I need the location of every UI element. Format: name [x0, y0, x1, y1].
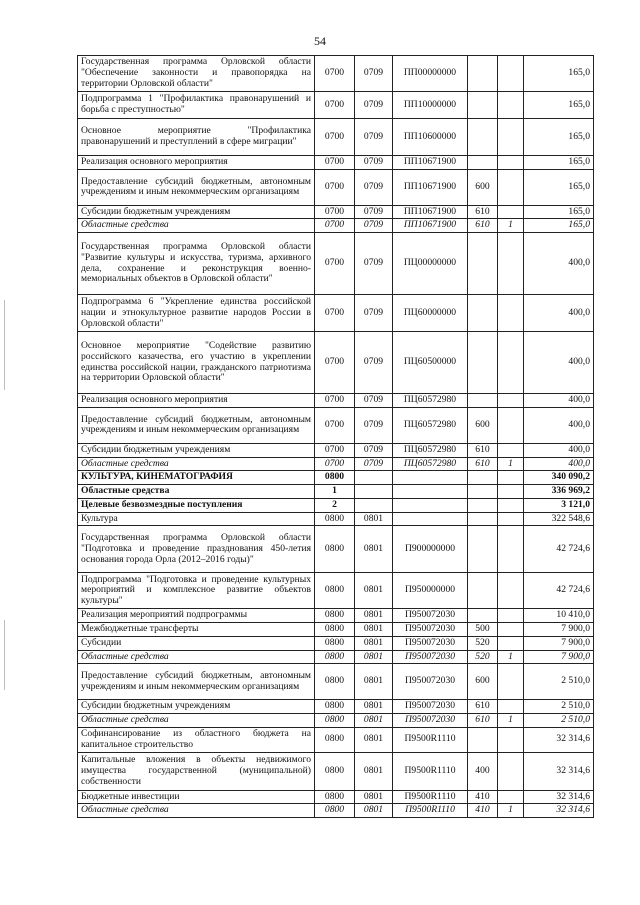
- row-expense-type: 600: [468, 407, 498, 443]
- row-section: 0800: [315, 804, 355, 818]
- row-funding-source: [498, 498, 524, 512]
- row-section: 0700: [315, 205, 355, 219]
- row-amount: 10 410,0: [524, 609, 594, 623]
- row-name: Областные средства: [78, 457, 315, 471]
- table-row: [78, 573, 594, 609]
- row-target-article: П950072030: [393, 700, 468, 714]
- table-row: [78, 498, 594, 512]
- row-subsection: 0709: [355, 92, 393, 119]
- row-funding-source: [498, 471, 524, 485]
- row-target-article: П950072030: [393, 664, 468, 700]
- row-funding-source: [498, 407, 524, 443]
- row-funding-source: 1: [498, 219, 524, 233]
- row-name: Основное мероприятие "Профилактика правонарушений и преступлений в сфере миграции": [78, 119, 315, 156]
- row-name: Капитальные вложения в объекты недвижимого имущества государственной (муниципальной) собственности: [78, 752, 315, 790]
- row-expense-type: 500: [468, 623, 498, 637]
- row-section: 0700: [315, 332, 355, 394]
- row-funding-source: [498, 485, 524, 499]
- row-amount: 165,0: [524, 205, 594, 219]
- row-subsection: 0801: [355, 623, 393, 637]
- row-target-article: ПЦ60500000: [393, 332, 468, 394]
- table-row: [78, 119, 594, 156]
- row-amount: 32 314,6: [524, 727, 594, 752]
- row-amount: 32 314,6: [524, 790, 594, 804]
- row-section: 0700: [315, 56, 355, 92]
- row-subsection: 0709: [355, 169, 393, 205]
- table-row: [78, 407, 594, 443]
- table-row: [78, 156, 594, 170]
- row-subsection: 0801: [355, 752, 393, 790]
- row-target-article: [393, 471, 468, 485]
- row-section: 0800: [315, 609, 355, 623]
- row-subsection: [355, 471, 393, 485]
- row-target-article: ПП10671900: [393, 219, 468, 233]
- row-amount: 165,0: [524, 219, 594, 233]
- row-funding-source: [498, 623, 524, 637]
- row-subsection: 0709: [355, 205, 393, 219]
- table-row: [78, 205, 594, 219]
- row-section: 0700: [315, 219, 355, 233]
- row-amount: 400,0: [524, 457, 594, 471]
- row-expense-type: 410: [468, 790, 498, 804]
- row-amount: 400,0: [524, 443, 594, 457]
- table-row: [78, 526, 594, 573]
- row-section: 0700: [315, 407, 355, 443]
- row-subsection: 0801: [355, 636, 393, 650]
- page-number: 54: [314, 34, 326, 48]
- row-target-article: П9500R1110: [393, 804, 468, 818]
- row-name: Подпрограмма "Подготовка и проведение культурных мероприятий и комплексное развитие объектов культуры": [78, 573, 315, 609]
- table-row: [78, 233, 594, 295]
- row-amount: 340 090,2: [524, 471, 594, 485]
- row-expense-type: 610: [468, 443, 498, 457]
- row-subsection: 0709: [355, 119, 393, 156]
- row-target-article: П950072030: [393, 609, 468, 623]
- table-row: [78, 471, 594, 485]
- table-row: [78, 169, 594, 205]
- row-amount: 165,0: [524, 119, 594, 156]
- table-row: [78, 92, 594, 119]
- table-row: [78, 700, 594, 714]
- row-amount: 2 510,0: [524, 664, 594, 700]
- budget-table: [77, 55, 594, 818]
- row-name: Субсидии бюджетным учреждениям: [78, 443, 315, 457]
- row-name: Государственная программа Орловской области "Подготовка и проведение празднования 450-летия основания города Орла (2012–2016 годы)": [78, 526, 315, 573]
- row-expense-type: [468, 485, 498, 499]
- row-section: 0700: [315, 394, 355, 408]
- row-expense-type: [468, 295, 498, 332]
- row-funding-source: [498, 752, 524, 790]
- row-name: Реализация основного мероприятия: [78, 156, 315, 170]
- table-row: [78, 790, 594, 804]
- row-amount: 2 510,0: [524, 700, 594, 714]
- row-target-article: П950072030: [393, 636, 468, 650]
- row-subsection: 0709: [355, 457, 393, 471]
- row-expense-type: [468, 233, 498, 295]
- row-funding-source: [498, 512, 524, 526]
- row-target-article: П950072030: [393, 650, 468, 664]
- row-expense-type: [468, 727, 498, 752]
- row-section: 1: [315, 485, 355, 499]
- row-amount: 336 969,2: [524, 485, 594, 499]
- row-funding-source: [498, 727, 524, 752]
- row-subsection: 0801: [355, 650, 393, 664]
- row-amount: 322 548,6: [524, 512, 594, 526]
- row-target-article: ПЦ60572980: [393, 443, 468, 457]
- row-funding-source: [498, 394, 524, 408]
- row-amount: 32 314,6: [524, 804, 594, 818]
- row-subsection: 0709: [355, 156, 393, 170]
- row-target-article: ПП10671900: [393, 205, 468, 219]
- row-funding-source: 1: [498, 804, 524, 818]
- row-name: Целевые безвозмездные поступления: [78, 498, 315, 512]
- row-section: 0800: [315, 471, 355, 485]
- row-amount: 2 510,0: [524, 714, 594, 728]
- row-target-article: ПЦ60572980: [393, 407, 468, 443]
- row-funding-source: [498, 790, 524, 804]
- row-section: 0800: [315, 526, 355, 573]
- row-funding-source: [498, 332, 524, 394]
- row-target-article: ПП10671900: [393, 169, 468, 205]
- row-subsection: 0801: [355, 804, 393, 818]
- row-expense-type: 600: [468, 169, 498, 205]
- row-amount: 42 724,6: [524, 526, 594, 573]
- row-target-article: [393, 498, 468, 512]
- table-row: [78, 650, 594, 664]
- row-section: 0800: [315, 664, 355, 700]
- row-section: 0800: [315, 573, 355, 609]
- row-target-article: ПЦ60000000: [393, 295, 468, 332]
- row-name: Предоставление субсидий бюджетным, автономным учреждениям и иным некоммерческим организациям: [78, 169, 315, 205]
- scan-edge-mark: [4, 300, 5, 390]
- row-section: 0700: [315, 169, 355, 205]
- row-name: Бюджетные инвестиции: [78, 790, 315, 804]
- row-target-article: [393, 485, 468, 499]
- row-subsection: 0709: [355, 219, 393, 233]
- row-expense-type: [468, 156, 498, 170]
- row-subsection: 0801: [355, 727, 393, 752]
- row-name: Основное мероприятие "Содействие развитию российского казачества, его участию в укреплении единства российской нации, гражданского патриотизма на территории Орловской области": [78, 332, 315, 394]
- row-amount: 400,0: [524, 394, 594, 408]
- row-funding-source: [498, 295, 524, 332]
- row-funding-source: 1: [498, 714, 524, 728]
- row-expense-type: [468, 92, 498, 119]
- table-row: [78, 512, 594, 526]
- row-section: 0800: [315, 752, 355, 790]
- row-name: Культура: [78, 512, 315, 526]
- row-target-article: ПЦ00000000: [393, 233, 468, 295]
- table-row: [78, 295, 594, 332]
- row-funding-source: [498, 573, 524, 609]
- row-section: 0700: [315, 295, 355, 332]
- row-expense-type: 520: [468, 650, 498, 664]
- row-expense-type: 600: [468, 664, 498, 700]
- row-expense-type: 610: [468, 700, 498, 714]
- row-target-article: [393, 512, 468, 526]
- row-subsection: [355, 498, 393, 512]
- row-subsection: 0709: [355, 56, 393, 92]
- row-funding-source: [498, 205, 524, 219]
- row-funding-source: 1: [498, 457, 524, 471]
- row-name: Предоставление субсидий бюджетным, автономным учреждениям и иным некоммерческим организациям: [78, 664, 315, 700]
- row-section: 0800: [315, 714, 355, 728]
- row-subsection: 0709: [355, 407, 393, 443]
- row-amount: 400,0: [524, 407, 594, 443]
- row-section: 0800: [315, 650, 355, 664]
- row-name: Субсидии: [78, 636, 315, 650]
- row-expense-type: [468, 512, 498, 526]
- row-subsection: 0801: [355, 609, 393, 623]
- row-target-article: ПЦ60572980: [393, 457, 468, 471]
- table-row: [78, 485, 594, 499]
- row-name: Субсидии бюджетным учреждениям: [78, 700, 315, 714]
- table-row: [78, 394, 594, 408]
- row-expense-type: [468, 526, 498, 573]
- row-subsection: 0801: [355, 700, 393, 714]
- row-section: 0700: [315, 92, 355, 119]
- row-target-article: П950072030: [393, 623, 468, 637]
- row-subsection: [355, 485, 393, 499]
- row-subsection: 0709: [355, 233, 393, 295]
- row-target-article: П950072030: [393, 714, 468, 728]
- row-name: Государственная программа Орловской области "Развитие культуры и искусства, туризма, архивного дела, сохранение и реконструкция военно-мемориальных объектов в Орловской области": [78, 233, 315, 295]
- row-section: 0800: [315, 636, 355, 650]
- row-section: 0700: [315, 443, 355, 457]
- row-funding-source: [498, 169, 524, 205]
- row-section: 0700: [315, 457, 355, 471]
- row-section: 0800: [315, 790, 355, 804]
- row-subsection: 0709: [355, 394, 393, 408]
- table-row: [78, 443, 594, 457]
- table-row: [78, 623, 594, 637]
- row-funding-source: [498, 526, 524, 573]
- row-expense-type: [468, 332, 498, 394]
- row-name: Областные средства: [78, 804, 315, 818]
- row-expense-type: 400: [468, 752, 498, 790]
- row-name: Софинансирование из областного бюджета на капитальное строительство: [78, 727, 315, 752]
- row-funding-source: [498, 56, 524, 92]
- table-row: [78, 219, 594, 233]
- table-row: [78, 727, 594, 752]
- row-name: Предоставление субсидий бюджетным, автономным учреждениям и иным некоммерческим организациям: [78, 407, 315, 443]
- row-amount: 7 900,0: [524, 623, 594, 637]
- row-name: Реализация мероприятий подпрограммы: [78, 609, 315, 623]
- row-amount: 165,0: [524, 92, 594, 119]
- row-section: 0800: [315, 512, 355, 526]
- row-amount: 32 314,6: [524, 752, 594, 790]
- row-funding-source: [498, 92, 524, 119]
- row-name: Областные средства: [78, 714, 315, 728]
- row-section: 0700: [315, 119, 355, 156]
- row-funding-source: [498, 700, 524, 714]
- row-name: Областные средства: [78, 485, 315, 499]
- row-expense-type: [468, 609, 498, 623]
- row-expense-type: 410: [468, 804, 498, 818]
- table-row: [78, 714, 594, 728]
- row-amount: 165,0: [524, 156, 594, 170]
- row-amount: 7 900,0: [524, 650, 594, 664]
- row-amount: 42 724,6: [524, 573, 594, 609]
- row-funding-source: [498, 156, 524, 170]
- row-target-article: П950000000: [393, 573, 468, 609]
- row-subsection: 0801: [355, 664, 393, 700]
- row-funding-source: 1: [498, 650, 524, 664]
- row-funding-source: [498, 609, 524, 623]
- table-row: [78, 609, 594, 623]
- row-funding-source: [498, 636, 524, 650]
- row-section: 2: [315, 498, 355, 512]
- row-name: Межбюджетные трансферты: [78, 623, 315, 637]
- row-expense-type: 610: [468, 205, 498, 219]
- row-target-article: ПП00000000: [393, 56, 468, 92]
- row-amount: 400,0: [524, 233, 594, 295]
- row-name: Субсидии бюджетным учреждениям: [78, 205, 315, 219]
- row-amount: 165,0: [524, 169, 594, 205]
- row-name: Подпрограмма 6 "Укрепление единства российской нации и этнокультурное развитие народов России в Орловской области": [78, 295, 315, 332]
- row-expense-type: [468, 119, 498, 156]
- row-name: Государственная программа Орловской области "Обеспечение законности и правопорядка на территории Орловской области": [78, 56, 315, 92]
- row-expense-type: 520: [468, 636, 498, 650]
- row-section: 0800: [315, 727, 355, 752]
- row-funding-source: [498, 664, 524, 700]
- row-amount: 400,0: [524, 295, 594, 332]
- row-target-article: ПП10000000: [393, 92, 468, 119]
- row-expense-type: [468, 56, 498, 92]
- row-target-article: ПП10671900: [393, 156, 468, 170]
- table-row: [78, 664, 594, 700]
- row-name: КУЛЬТУРА, КИНЕМАТОГРАФИЯ: [78, 471, 315, 485]
- table-row: [78, 752, 594, 790]
- row-expense-type: [468, 498, 498, 512]
- row-target-article: П9500R1110: [393, 727, 468, 752]
- row-expense-type: 610: [468, 714, 498, 728]
- table-row: [78, 457, 594, 471]
- row-subsection: 0709: [355, 443, 393, 457]
- row-subsection: 0801: [355, 526, 393, 573]
- table-row: [78, 636, 594, 650]
- row-amount: 400,0: [524, 332, 594, 394]
- row-name: Областные средства: [78, 650, 315, 664]
- row-subsection: 0801: [355, 573, 393, 609]
- row-funding-source: [498, 119, 524, 156]
- row-expense-type: 610: [468, 219, 498, 233]
- row-amount: 3 121,0: [524, 498, 594, 512]
- row-section: 0800: [315, 700, 355, 714]
- row-target-article: П9500R1110: [393, 790, 468, 804]
- row-name: Реализация основного мероприятия: [78, 394, 315, 408]
- row-funding-source: [498, 443, 524, 457]
- row-expense-type: [468, 394, 498, 408]
- row-amount: 165,0: [524, 56, 594, 92]
- row-subsection: 0801: [355, 790, 393, 804]
- row-section: 0800: [315, 623, 355, 637]
- row-expense-type: 610: [468, 457, 498, 471]
- row-subsection: 0709: [355, 295, 393, 332]
- scan-edge-mark: [4, 620, 5, 690]
- row-funding-source: [498, 233, 524, 295]
- table-row: [78, 332, 594, 394]
- row-expense-type: [468, 573, 498, 609]
- row-target-article: П9500R1110: [393, 752, 468, 790]
- budget-table-body: [78, 56, 594, 818]
- row-subsection: 0801: [355, 714, 393, 728]
- row-subsection: 0801: [355, 512, 393, 526]
- table-row: [78, 56, 594, 92]
- row-amount: 7 900,0: [524, 636, 594, 650]
- row-target-article: П900000000: [393, 526, 468, 573]
- row-section: 0700: [315, 233, 355, 295]
- row-expense-type: [468, 471, 498, 485]
- row-target-article: ПЦ60572980: [393, 394, 468, 408]
- row-target-article: ПП10600000: [393, 119, 468, 156]
- row-subsection: 0709: [355, 332, 393, 394]
- row-name: Областные средства: [78, 219, 315, 233]
- row-name: Подпрограмма 1 "Профилактика правонарушений и борьба с преступностью": [78, 92, 315, 119]
- row-section: 0700: [315, 156, 355, 170]
- table-row: [78, 804, 594, 818]
